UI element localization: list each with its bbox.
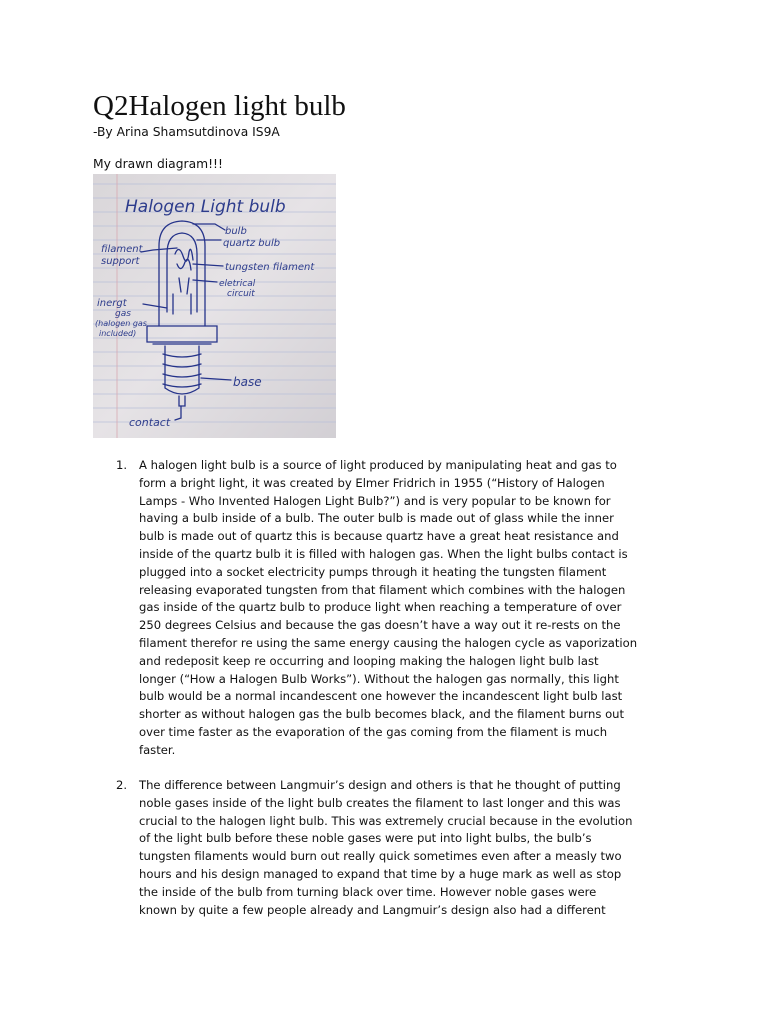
- paragraph-line: over time faster as the evaporation of the gas coming from the filament is much: [139, 725, 608, 739]
- label-inert-2: gas: [115, 309, 131, 319]
- paragraph-line: shorter as without halogen gas the bulb becomes black, and the filament burns out: [139, 707, 625, 722]
- label-tungsten: tungsten filament: [225, 262, 315, 273]
- diagram-caption: My drawn diagram!!!: [93, 157, 223, 171]
- page-title: Q2Halogen light bulb: [93, 90, 346, 122]
- paragraph-line: faster.: [139, 742, 176, 757]
- paragraph-line: and redeposit keep re occurring and looping making the halogen light bulb last: [139, 653, 599, 668]
- label-inert-1: inergt: [97, 298, 127, 309]
- paragraph-line: form a bright light, it was created by Elmer Fridrich in 1955 (“History of Halogen: [139, 475, 605, 490]
- diagram-photo: [93, 174, 336, 438]
- label-contact: contact: [129, 416, 171, 429]
- list-number: 2.: [116, 778, 128, 792]
- list-number: 1.: [116, 458, 128, 472]
- paragraph-line: tungsten filaments would burn out really quick sometimes even after a measly two: [139, 849, 622, 864]
- label-quartz-bulb: quartz bulb: [223, 238, 281, 249]
- paragraph-line: hours and his design managed to expand that time by a huge mark as well as stop: [139, 867, 622, 881]
- paragraph-line: longer (“How a Halogen Bulb Works”). Without the halogen gas normally, this light: [139, 671, 619, 686]
- paragraph-line: filament therefor re using the same energy causing the halogen cycle as vaporization: [139, 636, 638, 650]
- paragraph-line: crucial to the halogen light bulb. This was extremely crucial because in the evolution: [139, 813, 633, 828]
- label-inert-3: (halogen gas: [95, 319, 147, 328]
- label-filament-1: filament: [101, 244, 143, 255]
- paragraph-line: plugged into a socket electricity pumps through it heating the tungsten filament: [139, 564, 607, 579]
- paragraph-line: releasing evaporated tungsten from that filament which combines with the halogen: [139, 582, 626, 597]
- hand-drawn-diagram: [93, 174, 336, 438]
- paragraph-line: of the light bulb before these noble gases were put into light bulbs, the bulb’s: [139, 831, 592, 846]
- label-circuit-2: circuit: [227, 289, 255, 299]
- author-byline: -By Arina Shamsutdinova IS9A: [93, 125, 280, 139]
- paragraph-line: known by quite a few people already and Langmuir’s design also had a different: [139, 902, 606, 917]
- paragraph-line: noble gases inside of the light bulb creates the filament to last longer and this was: [139, 795, 621, 810]
- diagram-heading: Halogen Light bulb: [125, 197, 286, 217]
- paragraph-line: bulb is made out of quartz this is because quartz have a great heat resistance and: [139, 529, 619, 544]
- paragraph-line: the inside of the bulb from turning black over time. However noble gases were: [139, 884, 597, 899]
- label-bulb: bulb: [225, 226, 247, 237]
- paragraph-line: having a bulb inside of a bulb. The outer bulb is made out of glass while the inner: [139, 511, 614, 526]
- paragraph-line: inside of the quartz bulb it is filled with halogen gas. When the light bulbs contact is: [139, 547, 628, 561]
- paragraph-line: 250 degrees Celsius and because the gas doesn’t have a way out it re-rests on the: [139, 618, 621, 633]
- label-circuit-1: eletrical: [219, 279, 256, 289]
- paragraph-line: bulb would be a normal incandescent one however the incandescent light bulb last: [139, 689, 623, 704]
- label-filament-2: support: [101, 256, 140, 267]
- paragraph-line: gas inside of the quartz bulb to produce light when reaching a temperature of over: [139, 600, 622, 615]
- label-base: base: [233, 375, 262, 389]
- paragraph-line: A halogen light bulb is a source of light produced by manipulating heat and gas to: [139, 458, 617, 472]
- label-inert-4: included): [99, 329, 137, 338]
- paragraph-line: Lamps - Who Invented Halogen Light Bulb?”) and is very popular to be known for: [139, 493, 611, 508]
- paragraph-line: The difference between Langmuir’s design and others is that he thought of putting: [139, 778, 621, 792]
